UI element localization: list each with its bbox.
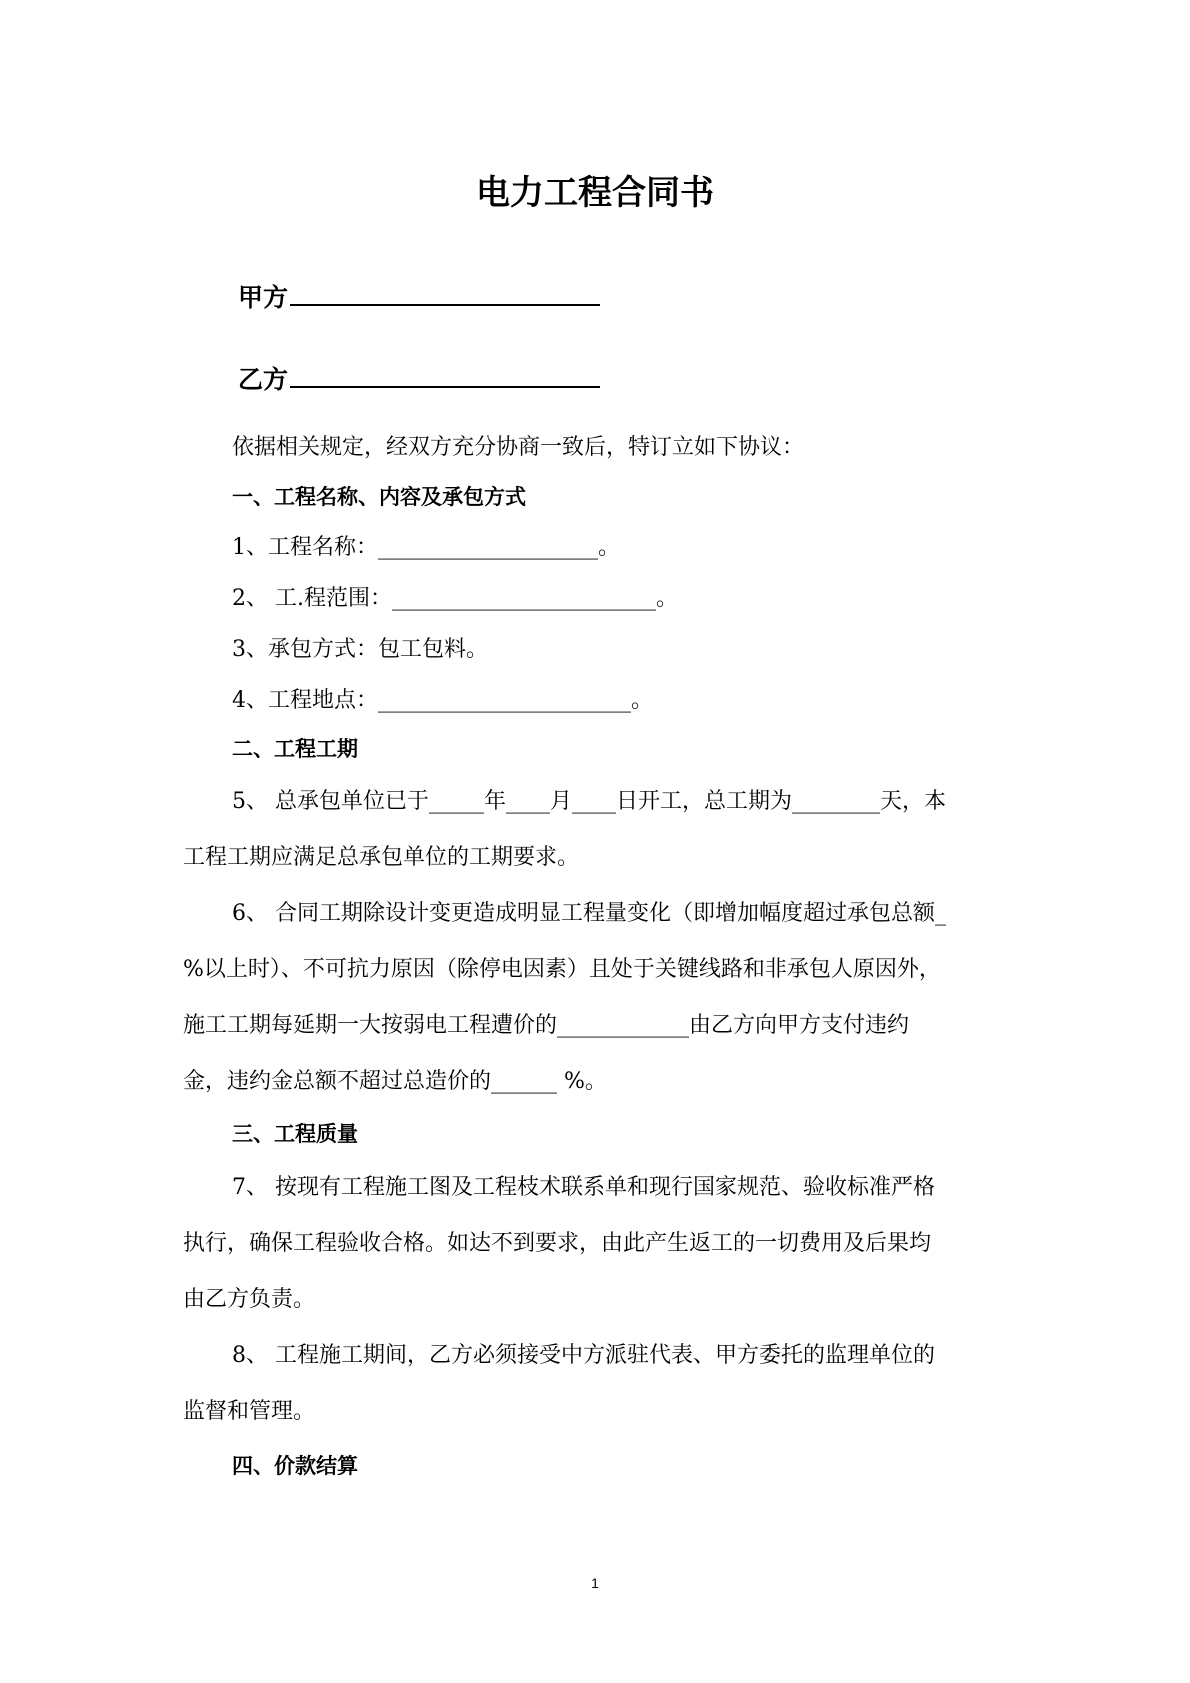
clause-7-line-2: 执行，确保工程验收合格。如达不到要求，由此产生返工的一切费用及后果均	[183, 1231, 932, 1256]
party-a-blank	[290, 278, 600, 306]
section-heading-2: 二、工程工期	[232, 737, 358, 761]
section-heading-3: 三、工程质量	[232, 1122, 358, 1146]
clause-3: 3、承包方式：包工包料。	[232, 637, 488, 662]
clause-5-line-2: 工程工期应满足总承包单位的工期要求。	[183, 845, 580, 870]
clause-7-line-1: 7、 按现有工程施工图及工程枝术联系单和现行国家规范、验收标准严格	[232, 1175, 935, 1200]
clause-6-line-4: 金，违约金总额不超过总造价的______ %。	[183, 1069, 607, 1094]
intro-paragraph: 依据相关规定，经双方充分协商一致后，特订立如下协议：	[232, 435, 805, 460]
clause-6-line-1: 6、 合同工期除设计变更造成明显工程量变化（即增加幅度超过承包总额_	[232, 901, 946, 926]
page-number: 1	[591, 1575, 599, 1591]
party-b-line	[238, 360, 600, 396]
party-b-label: 乙方	[238, 365, 289, 394]
clause-8-line-1: 8、 工程施工期间，乙方必须接受中方派驻代表、甲方委托的监理单位的	[232, 1343, 935, 1368]
clause-7-line-3: 由乙方负责。	[183, 1287, 316, 1312]
clause-6-line-3: 施工工期每延期一大按弱电工程遭价的____________由乙方向甲方支付违约	[183, 1013, 910, 1038]
section-heading-4: 四、价款结算	[232, 1454, 358, 1478]
party-b-blank	[290, 360, 600, 388]
clause-4: 4、工程地点：_______________________。	[232, 688, 653, 713]
clause-5-line-1: 5、 总承包单位已于_____年____月____日开工，总工期为________天，本	[232, 789, 946, 814]
clause-1: 1、工程名称：____________________。	[232, 535, 620, 560]
document-title: 电力工程合同书	[476, 173, 714, 213]
clause-6-line-2: %以上时）、不可抗力原因（除停电因素）且处于关键线路和非承包人原因外，	[183, 957, 941, 982]
party-a-label: 甲方	[238, 283, 289, 312]
party-a-line	[238, 278, 600, 314]
section-heading-1: 一、工程名称、内容及承包方式	[232, 485, 526, 509]
clause-8-line-2: 监督和管理。	[183, 1399, 316, 1424]
clause-2: 2、 工.程范围：________________________。	[232, 586, 678, 611]
